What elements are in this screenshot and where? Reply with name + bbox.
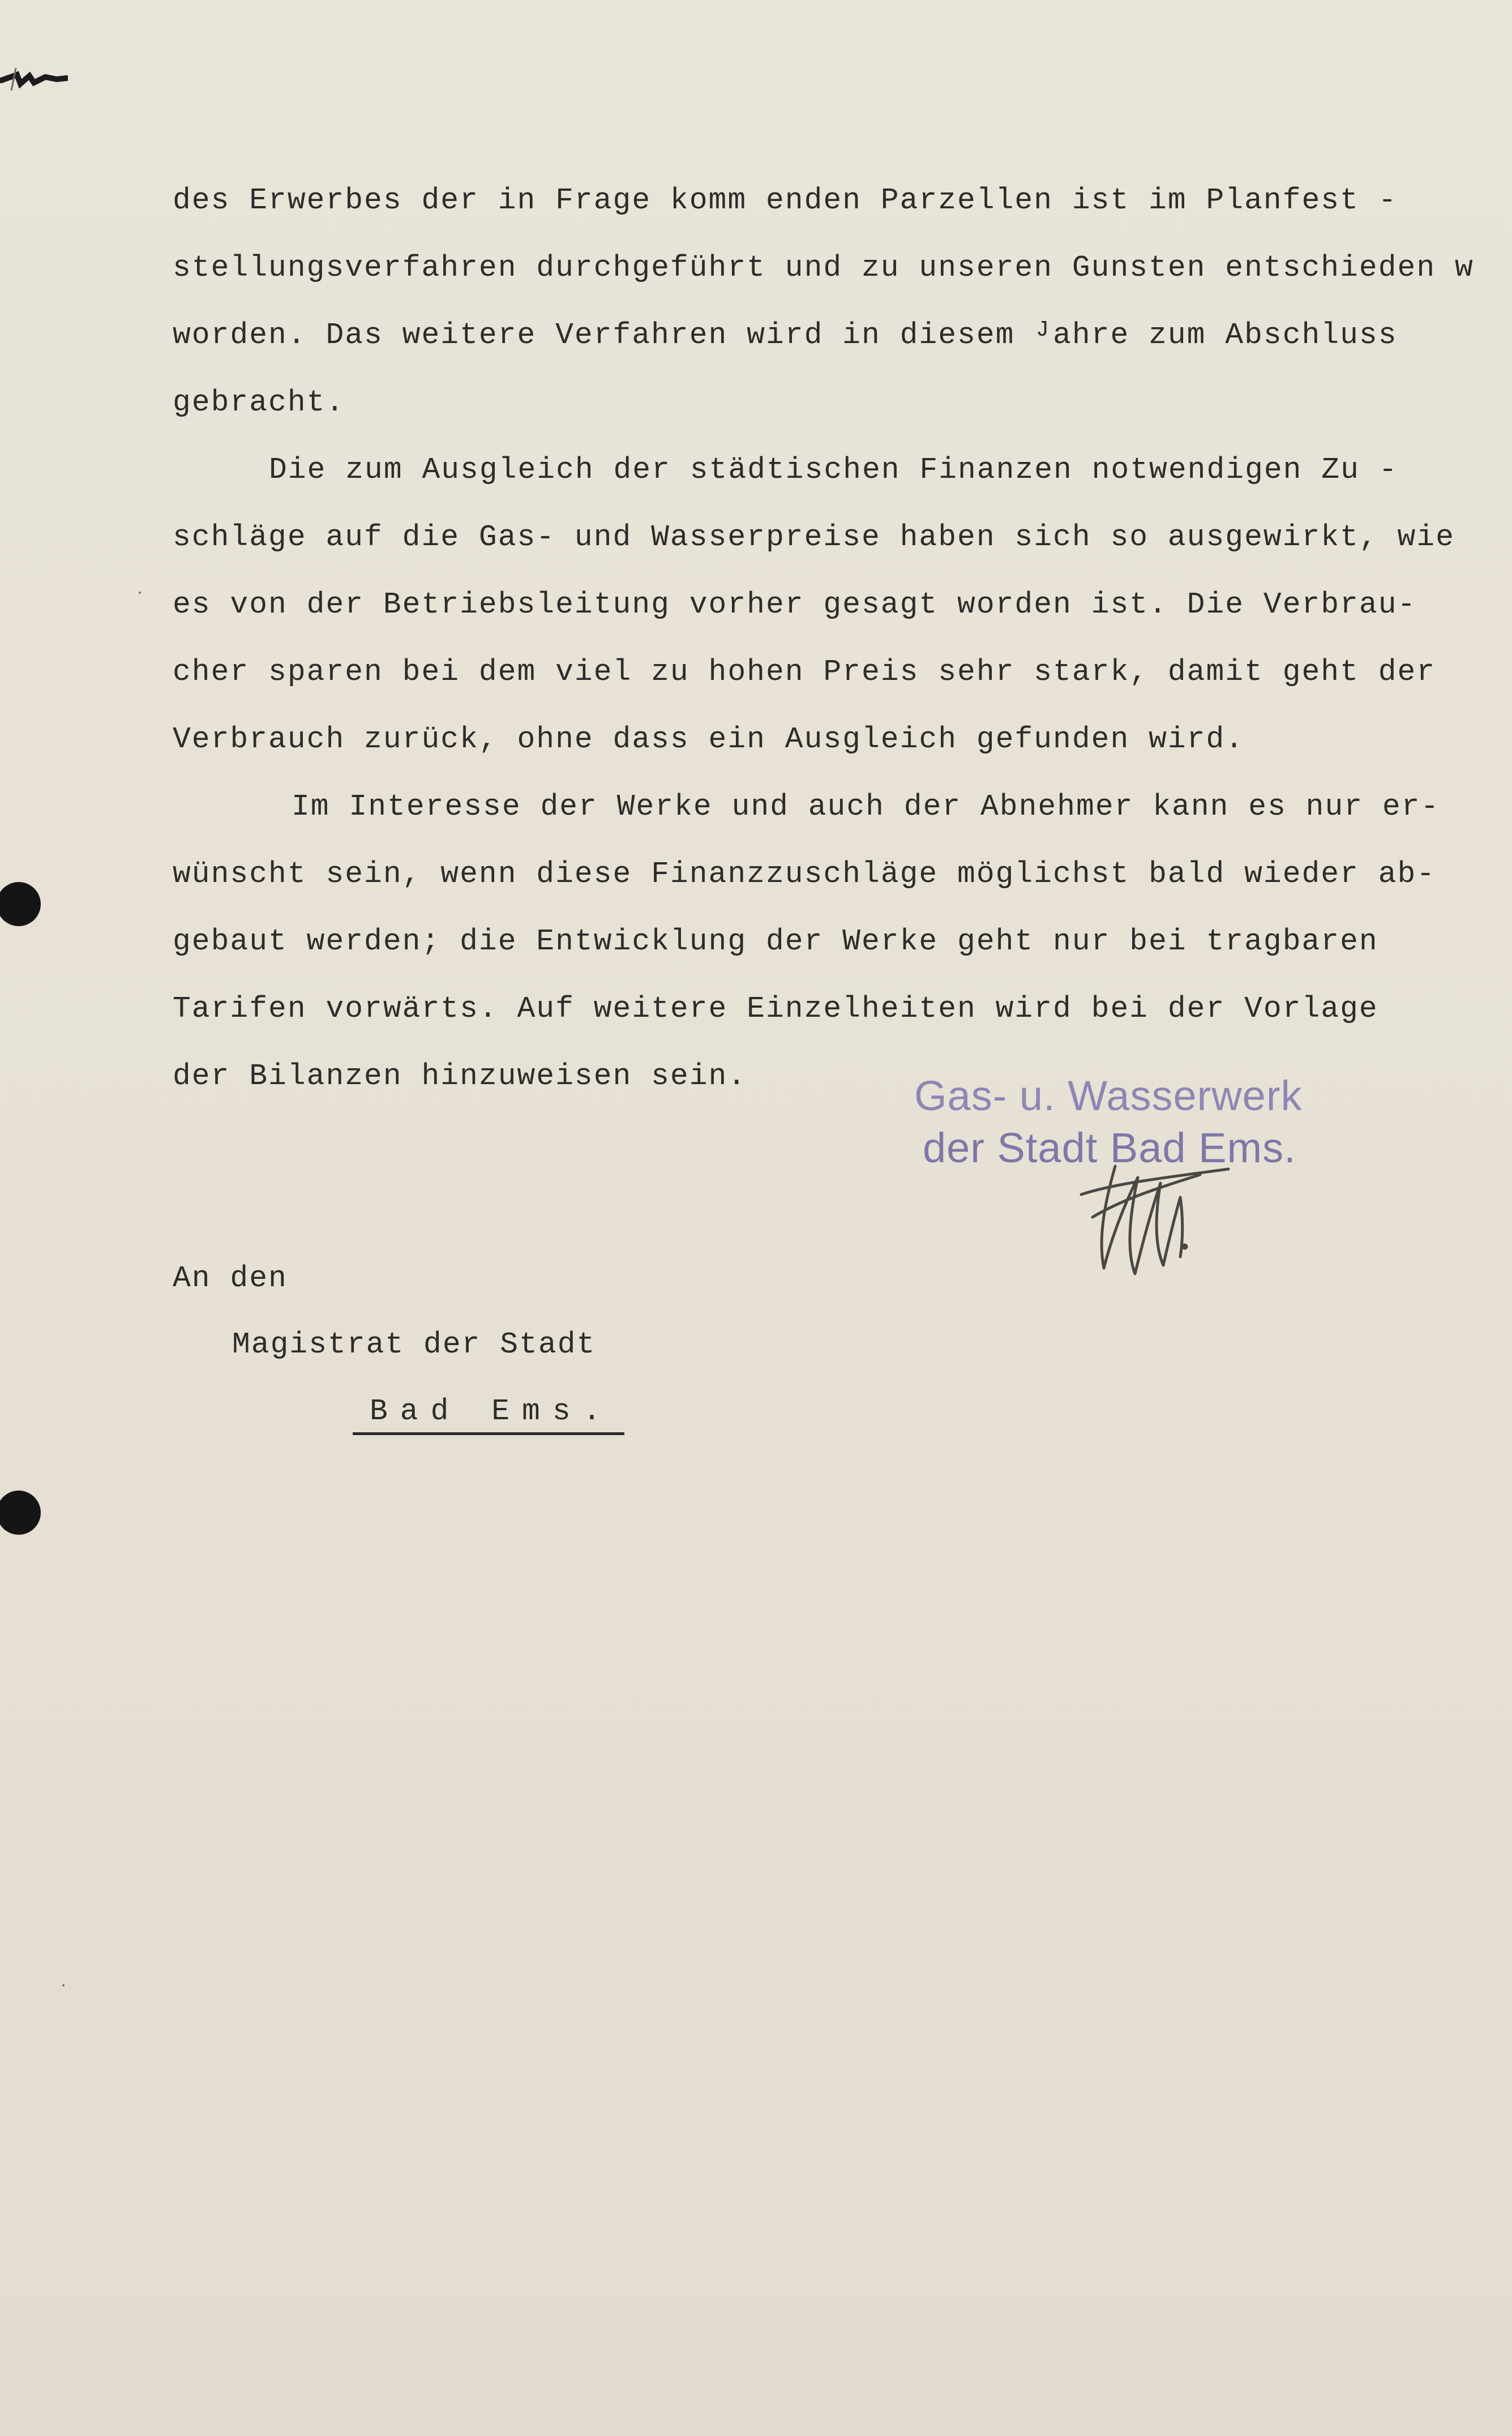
paper-clip-mark-icon	[0, 68, 68, 91]
text-line: Verbrauch zurück, ohne dass ein Ausgleich gefunden wird.	[173, 722, 1245, 756]
paper-speck	[62, 1984, 65, 1987]
stamp-line-2: der Stadt Bad Ems.	[923, 1124, 1296, 1171]
stamp-line-1: Gas- u. Wasserwerk	[914, 1072, 1303, 1119]
punch-hole-top	[0, 882, 41, 926]
handwritten-signature-icon	[1070, 1144, 1251, 1291]
letter-body	[173, 167, 1492, 1110]
text-line: wünscht sein, wenn diese Finanzzuschläge möglichst bald wieder ab-	[173, 857, 1436, 891]
text-line: es von der Betriebsleitung vorher gesagt worden ist. Die Verbrau-	[173, 588, 1417, 622]
recipient-address	[173, 1245, 624, 1435]
punch-hole-bottom	[0, 1491, 41, 1535]
text-line: des Erwerbes der in Frage komm enden Parzellen ist im Planfest -	[173, 183, 1398, 217]
text-line: Die zum Ausgleich der städtischen Finanzen notwendigen Zu -	[269, 453, 1398, 487]
paragraph-2	[173, 436, 1492, 773]
paper-speck	[139, 592, 141, 594]
text-line: Tarifen vorwärts. Auf weitere Einzelheiten wird bei der Vorlage	[173, 992, 1378, 1026]
text-line: worden. Das weitere Verfahren wird in diesem ᴶahre zum Abschluss	[173, 318, 1398, 352]
address-line-3: Bad Ems.	[353, 1392, 624, 1435]
text-line: cher sparen bei dem viel zu hohen Preis sehr stark, damit geht der	[173, 655, 1436, 689]
paragraph-1	[173, 167, 1492, 436]
text-line: schläge auf die Gas- und Wasserpreise haben sich so ausgewirkt, wie	[173, 520, 1455, 554]
text-line: stellungsverfahren durchgeführt und zu unseren Gunsten entschieden w	[173, 251, 1474, 285]
address-line-2: Magistrat der Stadt	[232, 1328, 596, 1362]
text-line: gebaut werden; die Entwicklung der Werke geht nur bei tragbaren	[173, 924, 1378, 958]
address-line-1: An den	[173, 1261, 288, 1295]
text-line: der Bilanzen hinzuweisen sein.	[173, 1059, 747, 1093]
paragraph-3	[173, 773, 1492, 1110]
text-line: Im Interesse der Werke und auch der Abnehmer kann es nur er-	[292, 790, 1440, 824]
text-line: gebracht.	[173, 386, 345, 419]
